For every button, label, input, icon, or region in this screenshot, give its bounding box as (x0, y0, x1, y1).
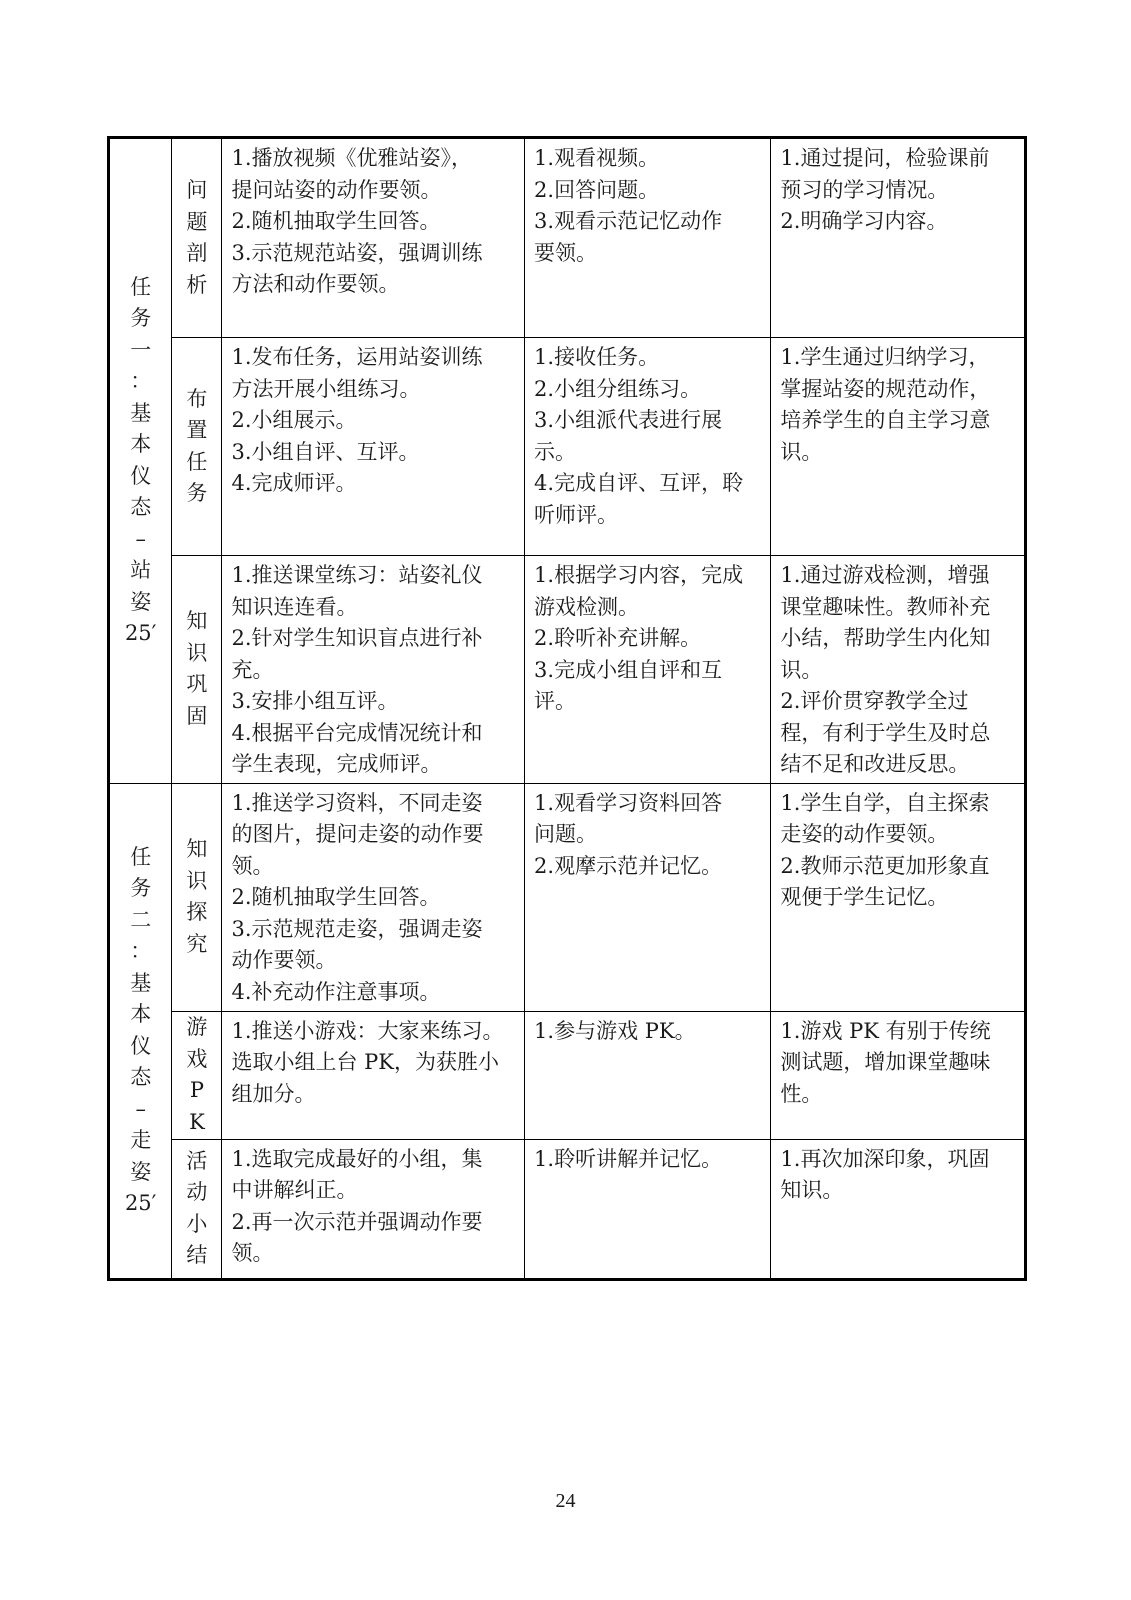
phase-label-cell (172, 783, 222, 1011)
task-1-label: 任 务 一 ： 基 本 仪 态 – 站 姿 25′ (124, 274, 157, 646)
task-label-cell (109, 783, 172, 1279)
design-intent-cell: 1.学生自学，自主探索 走姿的动作要领。 2.教师示范更加形象直 观便于学生记忆。 (771, 783, 1026, 1011)
phase-label-cell (172, 556, 222, 784)
phase-label: 游 戏 P K (186, 1015, 208, 1134)
teacher-activity-cell: 1.发布任务，运用站姿训练 方法开展小组练习。 2.小组展示。 3.小组自评、互评。 4.完成师评。 (222, 338, 525, 556)
phase-label: 问 题 剖 析 (186, 178, 208, 297)
phase-label-cell (172, 338, 222, 556)
table-row (109, 783, 1026, 1011)
task-2-label: 任 务 二 ： 基 本 仪 态 – 走 姿 25′ (124, 844, 157, 1215)
student-activity-cell: 1.聆听讲解并记忆。 (525, 1139, 771, 1279)
lesson-plan-table (107, 136, 1027, 1281)
design-intent-cell: 1.学生通过归纳学习， 掌握站姿的规范动作， 培养学生的自主学习意 识。 (771, 338, 1026, 556)
teacher-activity-cell: 1.推送学习资料，不同走姿 的图片，提问走姿的动作要 领。 2.随机抽取学生回答。 3.示范规范走姿，强调走姿 动作要领。 4.补充动作注意事项。 (222, 783, 525, 1011)
table-row (109, 1011, 1026, 1139)
task-label-cell (109, 138, 172, 784)
design-intent-cell: 1.通过游戏检测，增强 课堂趣味性。教师补充 小结，帮助学生内化知 识。 2.评价贯穿教学全过 程，有利于学生及时总 结不足和改进反思。 (771, 556, 1026, 784)
teacher-activity-cell: 1.推送课堂练习：站姿礼仪 知识连连看。 2.针对学生知识盲点进行补 充。 3.安排小组互评。 4.根据平台完成情况统计和 学生表现，完成师评。 (222, 556, 525, 784)
design-intent-cell: 1.通过提问，检验课前 预习的学习情况。 2.明确学习内容。 (771, 138, 1026, 338)
phase-label-cell (172, 1011, 222, 1139)
phase-label-cell (172, 138, 222, 338)
design-intent-cell: 1.游戏 PK 有别于传统 测试题，增加课堂趣味 性。 (771, 1011, 1026, 1139)
student-activity-cell: 1.观看学习资料回答 问题。 2.观摩示范并记忆。 (525, 783, 771, 1011)
phase-label-cell (172, 1139, 222, 1279)
table-row (109, 138, 1026, 338)
teacher-activity-cell: 1.推送小游戏：大家来练习。 选取小组上台 PK，为获胜小 组加分。 (222, 1011, 525, 1139)
student-activity-cell: 1.接收任务。 2.小组分组练习。 3.小组派代表进行展 示。 4.完成自评、互评，聆 听师评。 (525, 338, 771, 556)
student-activity-cell: 1.观看视频。 2.回答问题。 3.观看示范记忆动作 要领。 (525, 138, 771, 338)
design-intent-cell: 1.再次加深印象，巩固 知识。 (771, 1139, 1026, 1279)
teacher-activity-cell: 1.选取完成最好的小组，集 中讲解纠正。 2.再一次示范并强调动作要 领。 (222, 1139, 525, 1279)
page-number: 24 (555, 1490, 576, 1512)
student-activity-cell: 1.参与游戏 PK。 (525, 1011, 771, 1139)
phase-label: 活 动 小 结 (186, 1148, 208, 1267)
table-row (109, 1139, 1026, 1279)
student-activity-cell: 1.根据学习内容，完成 游戏检测。 2.聆听补充讲解。 3.完成小组自评和互 评。 (525, 556, 771, 784)
phase-label: 布 置 任 务 (186, 386, 208, 505)
table-row (109, 556, 1026, 784)
phase-label: 知 识 巩 固 (186, 609, 208, 728)
phase-label: 知 识 探 究 (186, 837, 208, 956)
table-row (109, 338, 1026, 556)
teacher-activity-cell: 1.播放视频《优雅站姿》， 提问站姿的动作要领。 2.随机抽取学生回答。 3.示范规范站姿，强调训练 方法和动作要领。 (222, 138, 525, 338)
